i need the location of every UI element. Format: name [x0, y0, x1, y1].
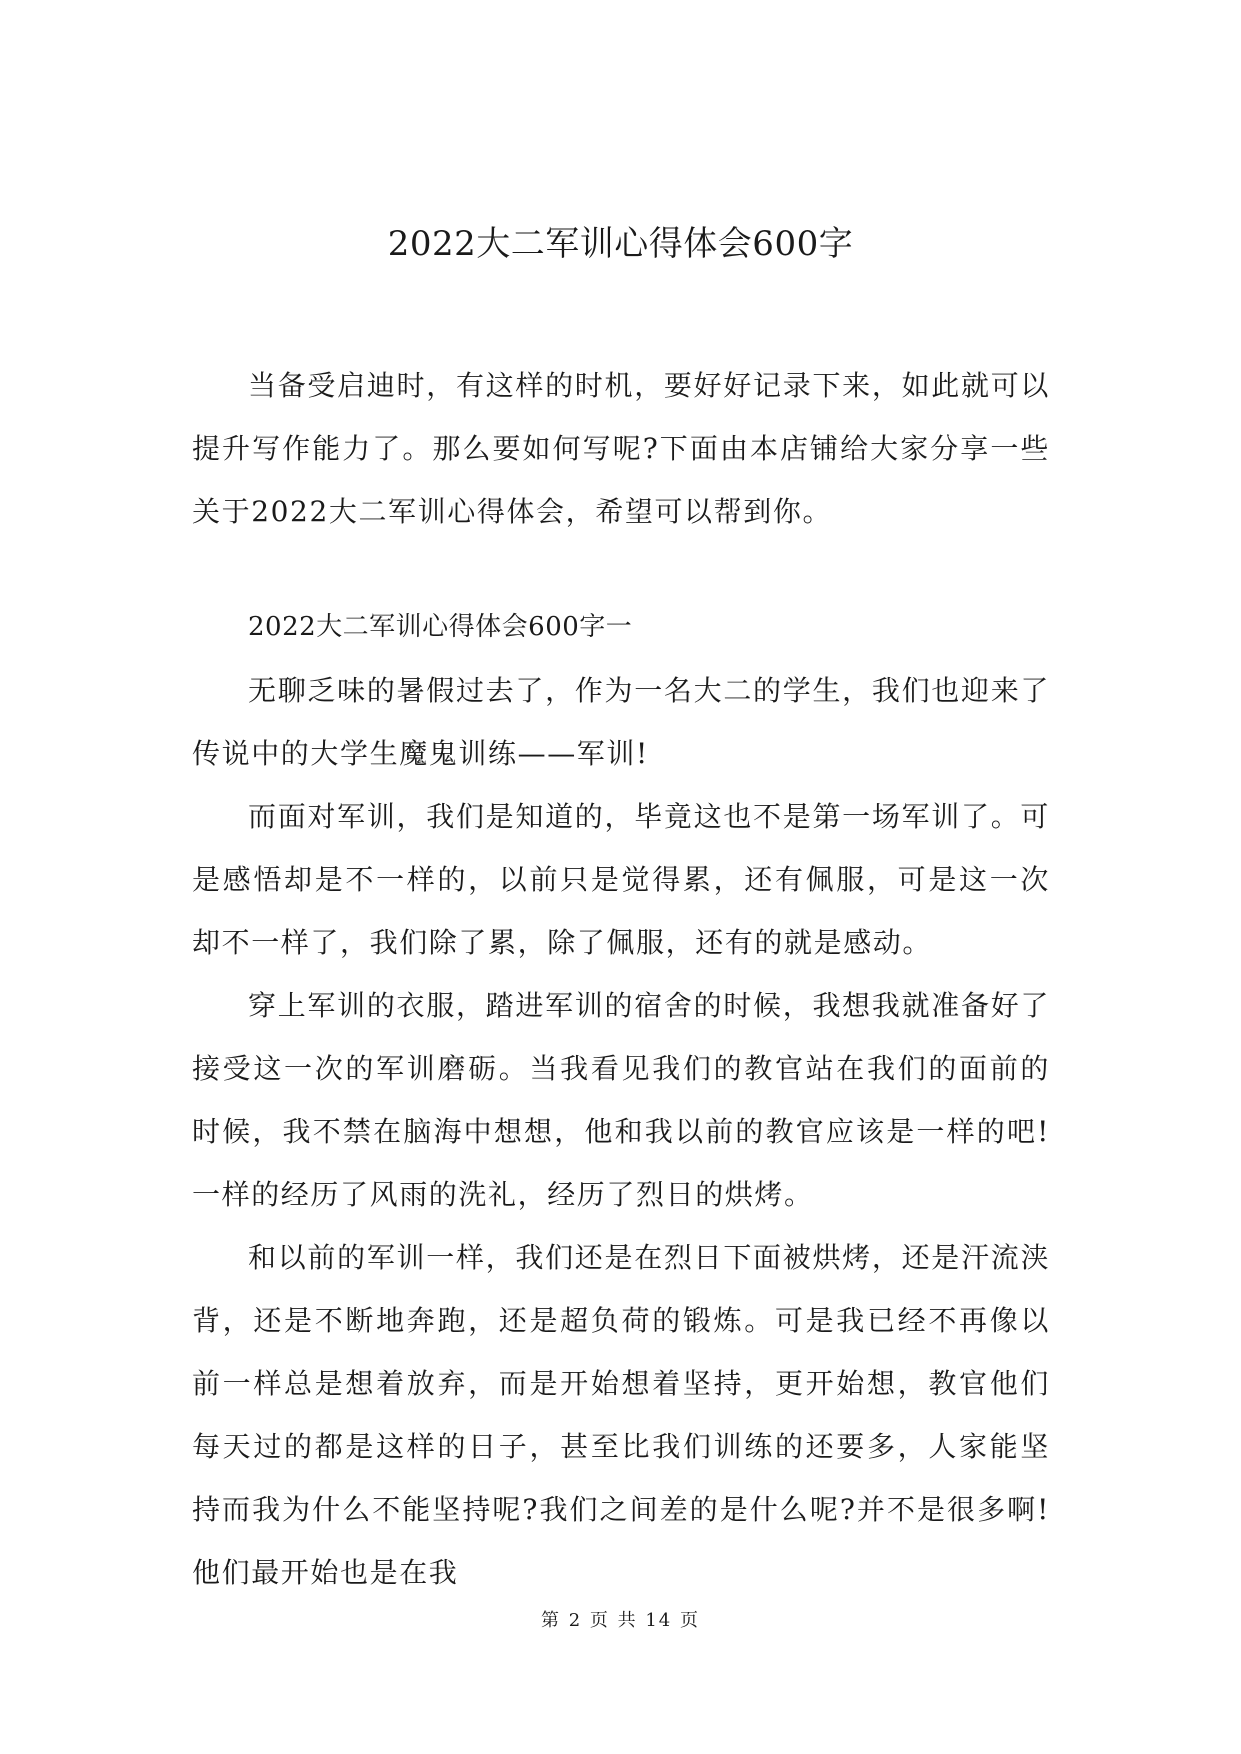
body-paragraph: 无聊乏味的暑假过去了，作为一名大二的学生，我们也迎来了传说中的大学生魔鬼训练——军训!	[192, 674, 1050, 770]
body-paragraph: 穿上军训的衣服，踏进军训的宿舍的时候，我想我就准备好了接受这一次的军训磨砺。当我看见我们的教官站在我们的面前的时候，我不禁在脑海中想想，他和我以前的教官应该是一样的吧!一样的经历了风雨的洗礼，经历了烈日的烘烤。	[192, 989, 1050, 1211]
body-paragraph: 而面对军训，我们是知道的，毕竟这也不是第一场军训了。可是感悟却是不一样的，以前只是觉得累，还有佩服，可是这一次却不一样了，我们除了累，除了佩服，还有的就是感动。	[192, 800, 1050, 959]
document-title: 2022大二军训心得体会600字	[387, 224, 854, 264]
intro-paragraph: 当备受启迪时，有这样的时机，要好好记录下来，如此就可以提升写作能力了。那么要如何写呢?下面由本店铺给大家分享一些关于2022大二军训心得体会，希望可以帮到你。	[192, 369, 1050, 528]
spacer	[192, 543, 1050, 596]
section-heading: 2022大二军训心得体会600字一	[248, 612, 633, 642]
body-paragraph: 和以前的军训一样，我们还是在烈日下面被烘烤，还是汗流浃背，还是不断地奔跑，还是超负荷的锻炼。可是我已经不再像以前一样总是想着放弃，而是开始想着坚持，更开始想，教官他们每天过的都是这样的日子，甚至比我们训练的还要多，人家能坚持而我为什么不能坚持呢?我们之间差的是什么呢?并不是很多啊!他们最开始也是在我	[192, 1241, 1050, 1589]
page-number-footer: 第 2 页 共 14 页	[541, 1610, 700, 1631]
document-body	[192, 354, 1050, 1604]
